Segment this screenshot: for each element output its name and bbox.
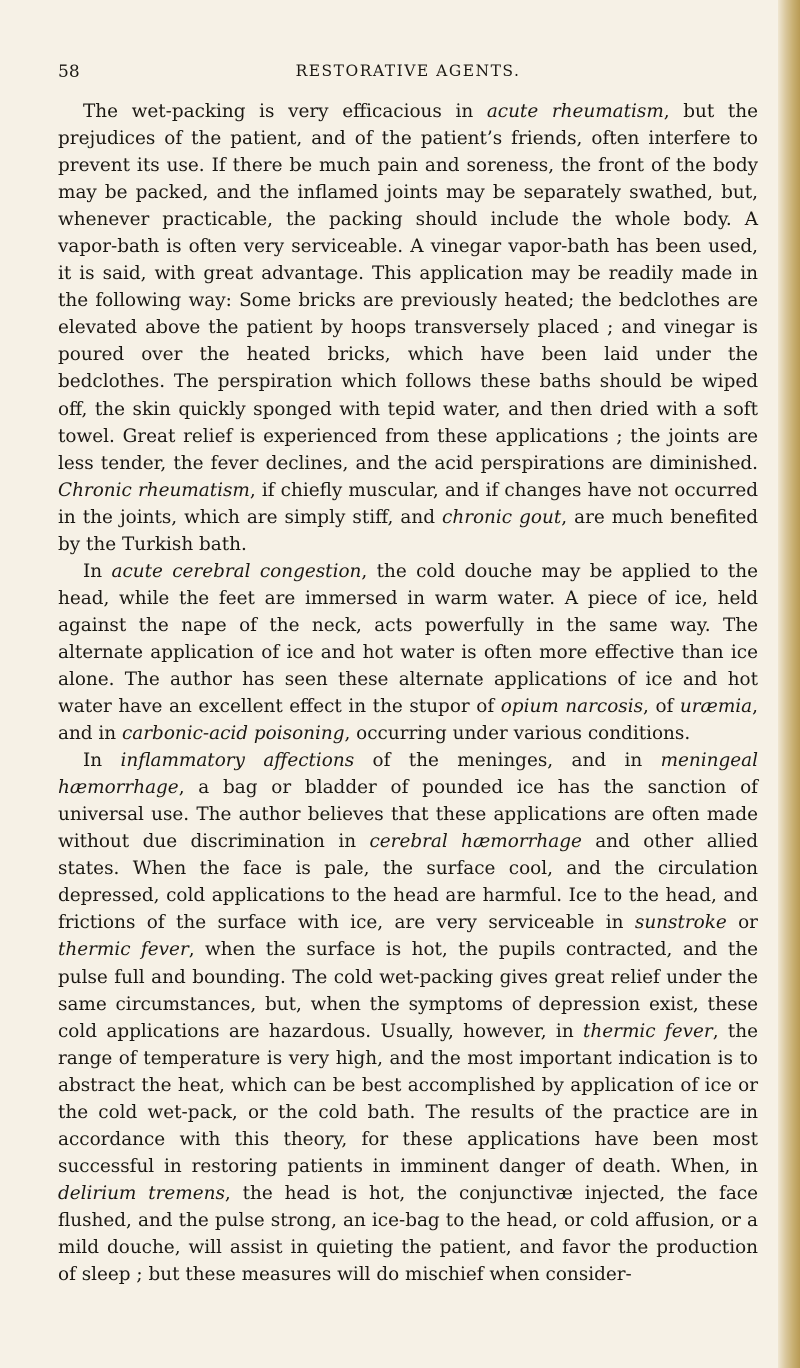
page-edge-shading	[778, 0, 800, 1368]
italic-term: sunstroke	[634, 912, 727, 934]
italic-term: acute rheumatism	[486, 101, 664, 122]
text-run: or	[726, 912, 758, 934]
text-run: , of	[643, 696, 680, 718]
italic-term: opium narcosis	[500, 696, 644, 718]
text-run: In	[83, 560, 112, 582]
text-run: , occurring under various conditions.	[344, 723, 691, 745]
text-run: , when the surface is hot, the pupils contracted, and the pulse full and bounding. The cold wet-packing gives great relief under the same circumstances, but, when the symptoms of depression exist, these cold applications are hazardous. Usually, however, in	[58, 939, 759, 1042]
italic-term: meningeal hæmorrhage	[58, 750, 758, 799]
text-run: , and in	[58, 696, 758, 745]
text-run: , but the prejudices of the patient, and of the patient’s friends, often interfere to prevent its use. If there be much pain and soreness, the front of the body may be packed, and the inflamed joints may be separately swathed, but, whenever practicable, the packing should include the whole body. A vapor-bath is often very serviceable. A vinegar vapor-bath has been used, it is said, with great advantage. This application may be readily made in the following way: Some bricks are previously heated; the bedclothes are elevated above the patient by hoops transversely placed ; and vinegar is poured over the heated bricks, which have been laid under the bedclothes. The perspiration which follows these baths should be wiped off, the skin quickly sponged with tepid water, and then dried with a soft towel. Great relief is experienced from these applications ; the joints are less tender, the fever declines, and the acid perspirations are diminished.	[58, 101, 758, 474]
running-head: RESTORATIVE AGENTS.	[295, 62, 521, 80]
italic-term: chronic gout	[442, 506, 562, 528]
italic-term: thermic fever	[58, 939, 189, 961]
text-run: , if chiefly muscular, and if changes have not occurred in the joints, which are simply stiff, and	[58, 479, 758, 528]
body-text	[58, 98, 758, 1288]
text-run: , the cold douche may be applied to the head, while the feet are immersed in warm water. A piece of ice, held against the nape of the neck, acts powerfully in the same way. The alternate application of ice and hot water is often more effective than ice alone. The author has seen these alternate applications of ice and hot water have an excellent effect in the stupor of	[58, 560, 758, 718]
text-run: In	[83, 750, 121, 772]
italic-term: thermic fever	[583, 1020, 713, 1042]
page-header	[58, 62, 758, 86]
italic-term: carbonic-acid poisoning	[122, 723, 345, 745]
paragraph	[58, 558, 758, 747]
text-run: of the meninges, and in	[354, 750, 661, 772]
paragraph	[58, 98, 758, 558]
text-run: , the range of temperature is very high, and the most important indication is to abstract the heat, which can be best accomplished by application of ice or the cold wet-pack, or the cold bath. The results of the practice are in accordance with this theory, for these applications have been most successful in restoring patients in imminent danger of death. When, in	[58, 1020, 759, 1177]
text-run: , are much benefited by the Turkish bath.	[58, 506, 758, 555]
text-run: The wet-packing is very efficacious in	[83, 101, 487, 122]
italic-term: cerebral hæmorrhage	[369, 831, 582, 853]
italic-term: uræmia	[679, 696, 753, 718]
text-run: , the head is hot, the conjunctivæ injected, the face flushed, and the pulse strong, an ice-bag to the head, or cold affusion, or a mild douche, will assist in quieting the patient, and favor the production of sleep ; but these measures will do mischief when consider-	[58, 1182, 758, 1286]
italic-term: acute cerebral congestion	[111, 560, 362, 582]
text-run: and other allied states. When the face is pale, the surface cool, and the circulation depressed, cold applications to the head are harmful. Ice to the head, and frictions of the surface with ice, are very serviceable in	[58, 831, 758, 934]
text-run: , a bag or bladder of pounded ice has the sanction of universal use. The author believes that these applications are often made without due discrimination in	[58, 777, 758, 853]
italic-term: inflammatory affections	[120, 750, 355, 772]
italic-term: delirium tremens	[58, 1182, 225, 1204]
italic-term: Chronic rheumatism	[58, 479, 250, 501]
page-number: 58	[58, 62, 80, 82]
paragraph	[58, 747, 758, 1288]
